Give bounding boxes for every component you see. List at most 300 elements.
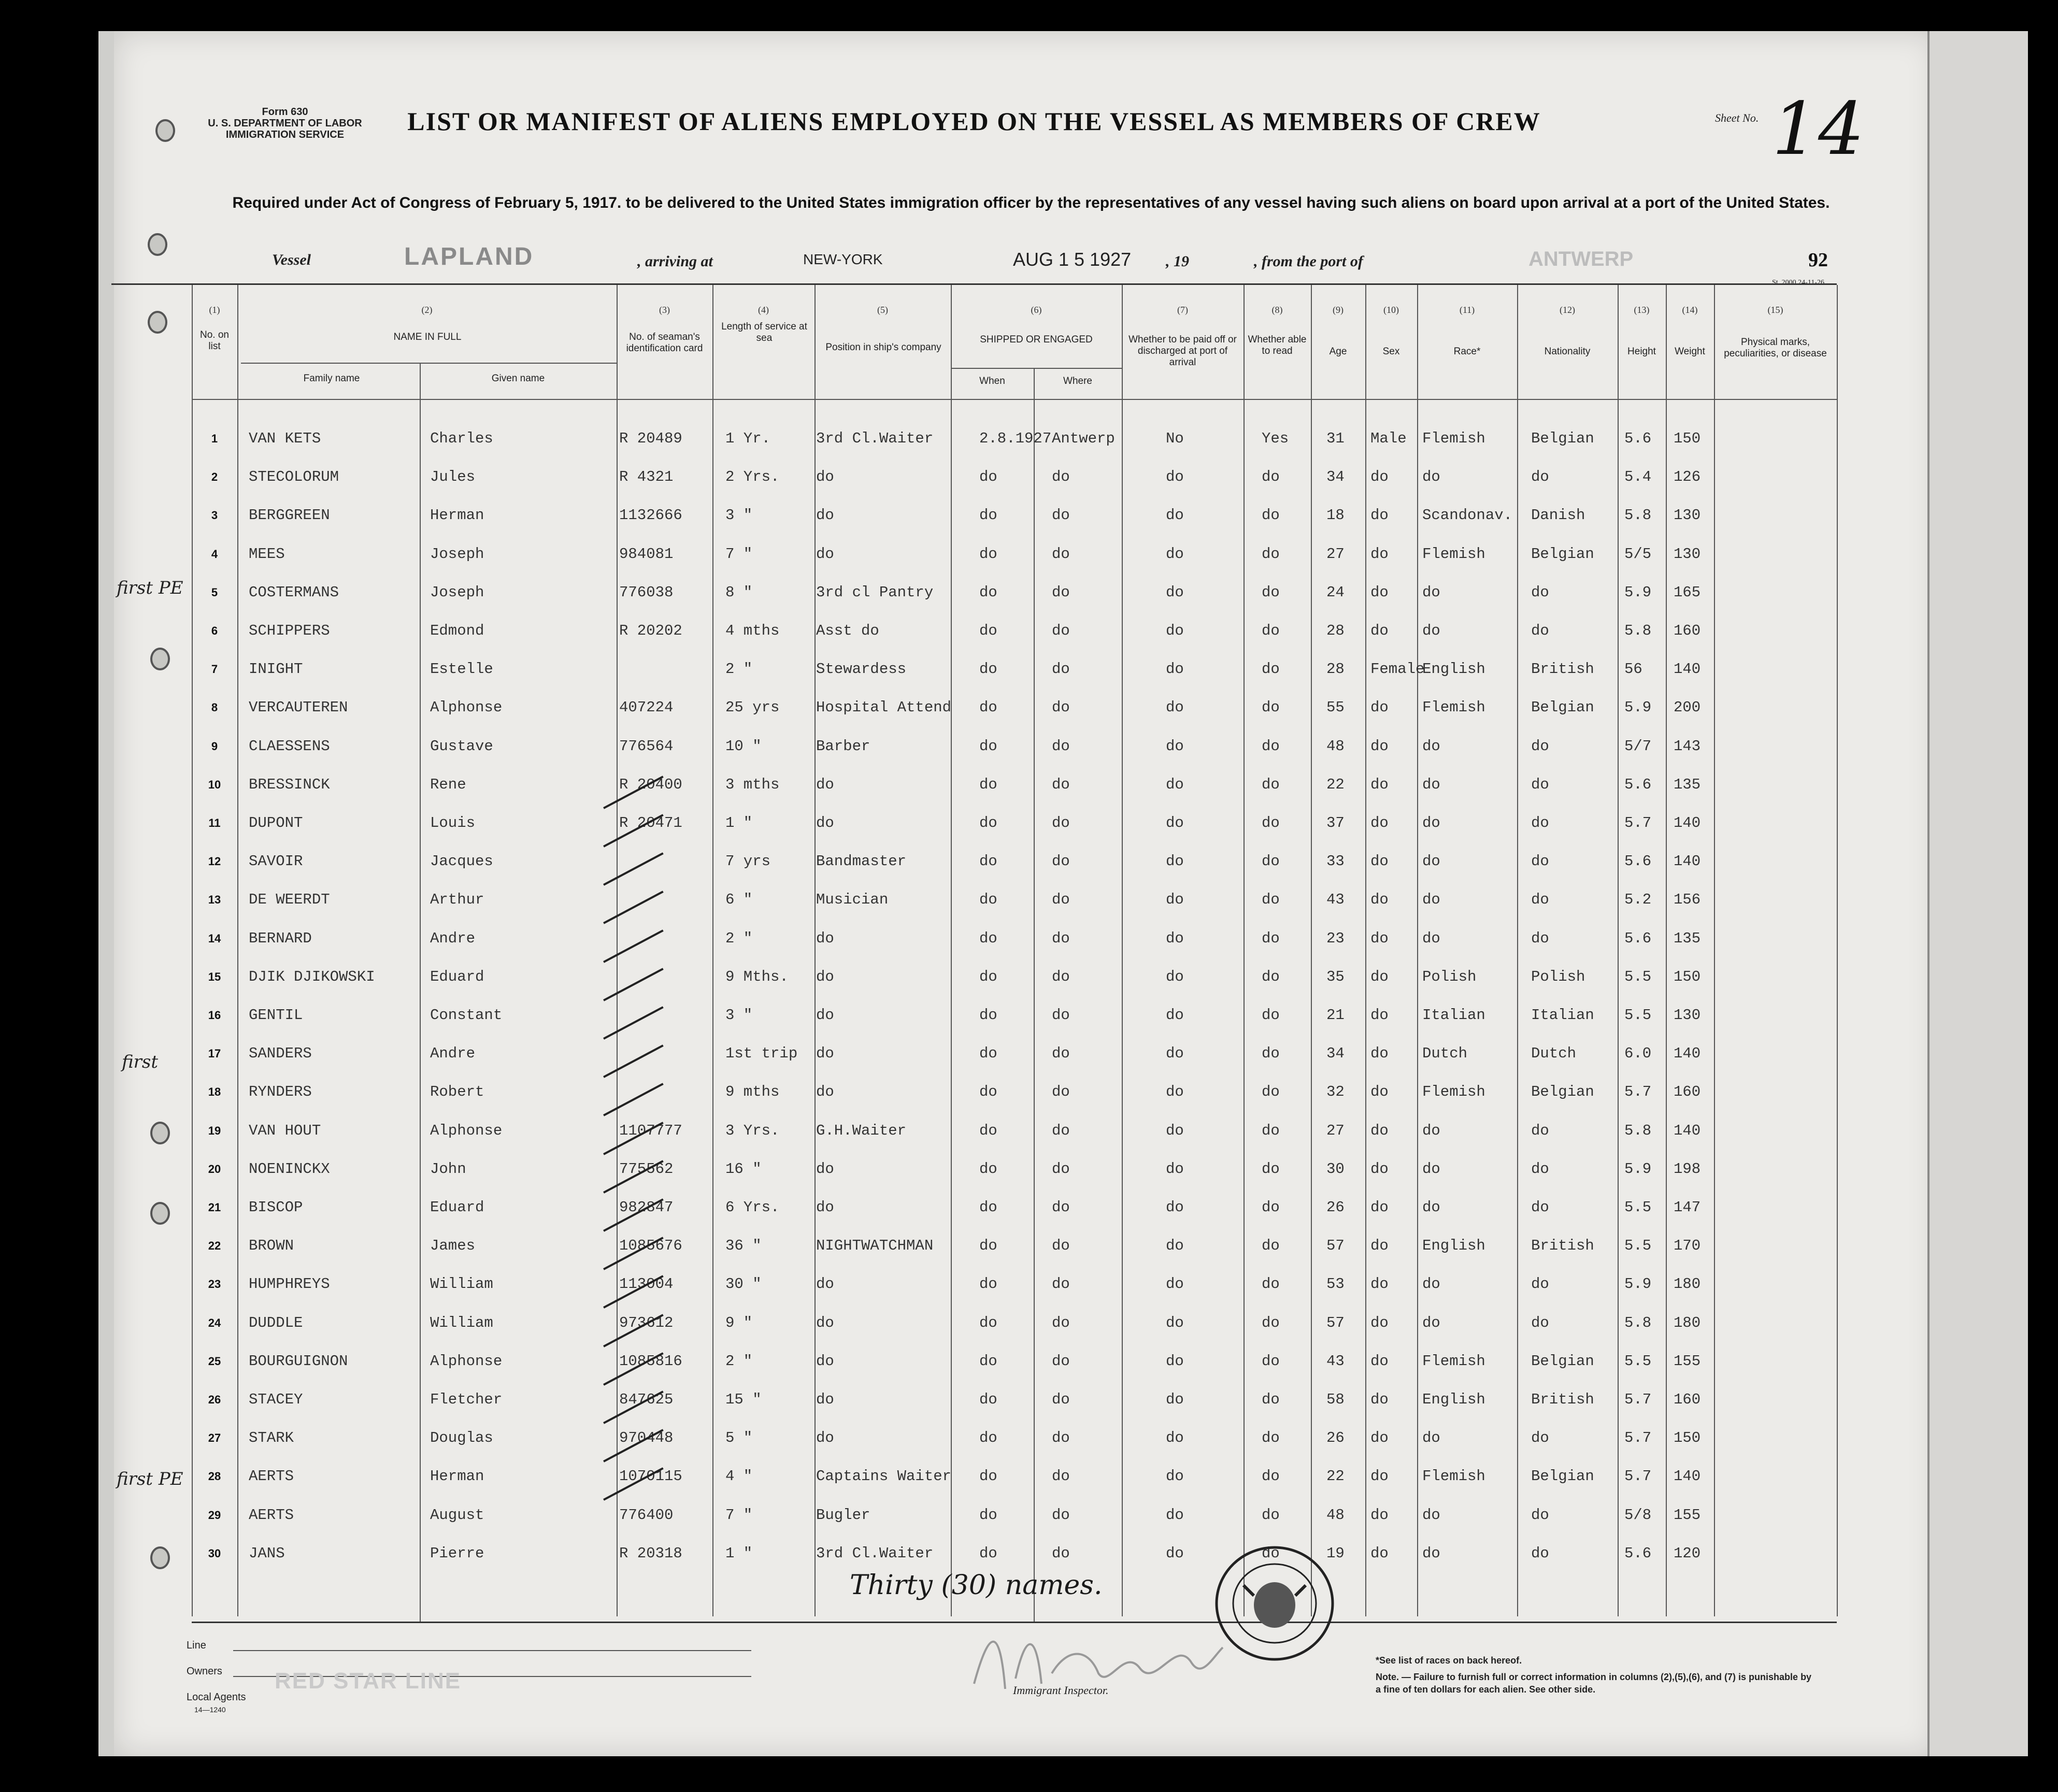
card-number-cell: 1085676 [619,1237,682,1255]
service-length-cell: 10 " [725,737,762,755]
service-length-cell: 15 " [725,1391,762,1408]
col-head-position: Position in ship's company [825,342,941,353]
service-length-cell: 9 Mths. [725,968,789,985]
paid-off-cell: do [1166,929,1184,947]
paid-off-cell: do [1166,1237,1184,1255]
col-head-read: Whether able to read [1248,334,1307,356]
col-head-card: No. of seaman's identification card [626,332,703,354]
nationality-cell: Belgian [1531,545,1594,563]
height-cell: 5/8 [1624,1506,1652,1524]
given-name-cell: Constant [430,1007,503,1024]
consular-seal [1212,1544,1337,1663]
service-length-cell: 4 mths [725,622,780,639]
race-cell: Flemish [1422,699,1485,716]
position-cell: NIGHTWATCHMAN [816,1237,934,1255]
race-cell: do [1422,1314,1440,1331]
row-number: 23 [208,1278,221,1291]
row-number: 5 [211,585,218,599]
position-cell: do [816,814,834,832]
arriving-label: , arriving at [637,253,713,270]
position-cell: do [816,507,834,524]
shipped-when-cell: do [979,699,997,716]
able-to-read-cell: do [1262,1237,1280,1255]
row-number: 22 [208,1239,221,1253]
position-cell: Captains Waiter [816,1468,952,1485]
paid-off-cell: do [1166,1160,1184,1178]
race-cell: do [1422,1199,1440,1216]
col-head-no: No. on list [200,329,229,352]
given-name-cell: Alphonse [430,1122,503,1139]
nationality-cell: do [1531,1199,1549,1216]
row-number: 24 [208,1316,221,1329]
shipped-where-cell: do [1052,1544,1070,1562]
card-number-cell: R 4321 [619,468,674,486]
shipped-where-cell: do [1052,853,1070,870]
col-num: (8) [1271,305,1283,315]
race-cell: do [1422,468,1440,486]
height-cell: 5/7 [1624,737,1652,755]
paid-off-cell: do [1166,1544,1184,1562]
shipped-when-cell: 2.8.1927 [979,430,1052,447]
sex-cell: do [1370,507,1389,524]
family-name-cell: RYNDERS [249,1083,312,1101]
position-cell: do [816,1352,834,1370]
sex-cell: do [1370,1275,1389,1293]
family-name-cell: CLAESSENS [249,737,330,755]
height-cell: 5.9 [1624,699,1652,716]
col-num: (7) [1177,305,1188,315]
row-number: 9 [211,739,218,753]
shipped-when-cell: do [979,929,997,947]
shipped-when-cell: do [979,1160,997,1178]
card-number-cell: 1085816 [619,1352,682,1370]
paid-off-cell: do [1166,622,1184,639]
punch-hole [155,119,175,142]
weight-cell: 155 [1674,1352,1701,1370]
position-cell: Asst do [816,622,879,639]
page-code: 92 [1808,249,1828,271]
family-name-cell: BISCOP [249,1199,303,1216]
sex-cell: Male [1370,430,1407,447]
race-cell: Polish [1422,968,1477,985]
able-to-read-cell: do [1262,891,1280,909]
race-cell: do [1422,737,1440,755]
nationality-cell: British [1531,1391,1594,1408]
weight-cell: 156 [1674,891,1701,909]
red-star-stamp: RED STAR LINE [275,1668,462,1694]
family-name-cell: STARK [249,1429,294,1447]
sex-cell: do [1370,891,1389,909]
col-head-where: Where [1063,376,1092,386]
margin-note: first PE [117,578,183,598]
height-cell: 5.7 [1624,1083,1652,1101]
position-cell: do [816,1007,834,1024]
card-number-cell: 970448 [619,1429,674,1447]
age-cell: 24 [1326,583,1345,601]
sheet-label: Sheet No. [1715,111,1759,124]
row-number: 4 [211,547,218,561]
col-head-given: Given name [491,373,545,384]
card-number-cell: 113004 [619,1275,674,1293]
height-cell: 5.5 [1624,968,1652,985]
row-number: 26 [208,1393,221,1406]
weight-cell: 140 [1674,661,1701,678]
paid-off-cell: do [1166,1506,1184,1524]
race-cell: do [1422,776,1440,793]
col-head-height: Height [1627,346,1656,357]
row-number: 29 [208,1508,221,1522]
col-rule [1666,285,1667,1616]
sex-cell: do [1370,929,1389,947]
able-to-read-cell: do [1262,1275,1280,1293]
card-number-cell: R 20471 [619,814,682,832]
card-number-cell: 1132666 [619,507,682,524]
position-cell: Stewardess [816,661,907,678]
card-number-cell: R 20400 [619,776,682,793]
family-name-cell: NOENINCKX [249,1160,330,1178]
age-cell: 19 [1326,1544,1345,1562]
age-cell: 27 [1326,545,1345,563]
age-cell: 22 [1326,1468,1345,1485]
nationality-cell: do [1531,1122,1549,1139]
given-name-cell: Pierre [430,1544,484,1562]
age-cell: 57 [1326,1314,1345,1331]
shipped-where-cell: do [1052,1352,1070,1370]
able-to-read-cell: do [1262,1007,1280,1024]
service-length-cell: 1 " [725,814,753,832]
punch-hole [148,233,167,256]
given-name-cell: Gustave [430,737,493,755]
shipped-where-cell: do [1052,661,1070,678]
row-number: 7 [211,663,218,676]
age-cell: 28 [1326,661,1345,678]
able-to-read-cell: do [1262,699,1280,716]
family-name-cell: BOURGUIGNON [249,1352,348,1370]
given-name-cell: Alphonse [430,1352,503,1370]
able-to-read-cell: do [1262,814,1280,832]
punch-hole [150,1546,170,1569]
height-cell: 5.7 [1624,1429,1652,1447]
given-name-cell: Edmond [430,622,484,639]
card-number-cell: 775562 [619,1160,674,1178]
shipped-when-cell: do [979,1544,997,1562]
sex-cell: do [1370,1007,1389,1024]
paid-off-cell: do [1166,661,1184,678]
race-cell: do [1422,1275,1440,1293]
family-name-cell: DUDDLE [249,1314,303,1331]
shipped-where-cell: do [1052,1007,1070,1024]
weight-cell: 150 [1674,1429,1701,1447]
shipped-where-cell: do [1052,1314,1070,1331]
col-rule [1122,285,1123,1616]
printer-code: St. 2000 24-11-26. [1772,279,1826,286]
paid-off-cell: do [1166,1468,1184,1485]
nationality-cell: do [1531,468,1549,486]
card-number-cell: 982847 [619,1199,674,1216]
able-to-read-cell: do [1262,583,1280,601]
service-length-cell: 6 " [725,891,753,909]
weight-cell: 135 [1674,929,1701,947]
weight-cell: 140 [1674,814,1701,832]
service-length-cell: 5 " [725,1429,753,1447]
seal-graphic [1212,1544,1337,1663]
able-to-read-cell: do [1262,1391,1280,1408]
family-name-cell: DE WEERDT [249,891,330,909]
shipped-where-cell: do [1052,776,1070,793]
service-length-cell: 2 " [725,1352,753,1370]
race-cell: do [1422,1506,1440,1524]
able-to-read-cell: do [1262,1506,1280,1524]
nationality-cell: do [1531,853,1549,870]
height-cell: 5.5 [1624,1007,1652,1024]
race-cell: do [1422,1122,1440,1139]
sex-cell: do [1370,1352,1389,1370]
weight-cell: 170 [1674,1237,1701,1255]
able-to-read-cell: do [1262,853,1280,870]
given-name-cell: William [430,1275,493,1293]
service-length-cell: 8 " [725,583,753,601]
sex-cell: do [1370,1237,1389,1255]
height-cell: 5.7 [1624,1468,1652,1485]
card-number-cell: 776564 [619,737,674,755]
card-number-cell: 776038 [619,583,674,601]
sex-cell: do [1370,1083,1389,1101]
race-cell: Flemish [1422,1352,1485,1370]
height-cell: 6.0 [1624,1045,1652,1063]
height-cell: 5.4 [1624,468,1652,486]
shipped-when-cell: do [979,1083,997,1101]
paid-off-cell: do [1166,507,1184,524]
shipped-where-cell: do [1052,929,1070,947]
col-num: (9) [1333,305,1344,315]
shipped-where-cell: do [1052,545,1070,563]
position-cell: do [816,545,834,563]
family-name-cell: VERCAUTEREN [249,699,348,716]
able-to-read-cell: do [1262,545,1280,563]
shipped-when-cell: do [979,661,997,678]
height-cell: 5.6 [1624,430,1652,447]
family-name-cell: BERNARD [249,929,312,947]
paid-off-cell: do [1166,737,1184,755]
weight-cell: 165 [1674,583,1701,601]
paid-off-cell: do [1166,545,1184,563]
line-label: Line [187,1640,206,1651]
position-cell: do [816,1160,834,1178]
service-length-cell: 9 mths [725,1083,780,1101]
nationality-cell: do [1531,1275,1549,1293]
given-name-cell: Charles [430,430,493,447]
given-name-cell: Douglas [430,1429,493,1447]
age-cell: 35 [1326,968,1345,985]
race-cell: do [1422,814,1440,832]
nationality-cell: do [1531,1314,1549,1331]
race-cell: Flemish [1422,1083,1485,1101]
age-cell: 28 [1326,622,1345,639]
given-name-cell: James [430,1237,476,1255]
nationality-cell: Dutch [1531,1045,1577,1063]
service-length-cell: 6 Yrs. [725,1199,780,1216]
row-number: 19 [208,1124,221,1137]
sex-cell: do [1370,968,1389,985]
weight-cell: 130 [1674,1007,1701,1024]
family-name-cell: AERTS [249,1506,294,1524]
sex-cell: do [1370,1429,1389,1447]
sex-cell: do [1370,545,1389,563]
position-cell: do [816,1391,834,1408]
shipped-when-cell: do [979,1275,997,1293]
owners-label: Owners [187,1666,222,1677]
family-name-cell: MEES [249,545,285,563]
height-cell: 5.9 [1624,583,1652,601]
nationality-cell: do [1531,1160,1549,1178]
col-num: (12) [1560,305,1575,315]
given-name-cell: Robert [430,1083,484,1101]
given-name-cell: Andre [430,929,476,947]
family-name-cell: VAN HOUT [249,1122,321,1139]
nationality-cell: Belgian [1531,430,1594,447]
weight-cell: 140 [1674,1122,1701,1139]
sex-cell: do [1370,1506,1389,1524]
service-length-cell: 2 Yrs. [725,468,780,486]
shipped-where-cell: do [1052,1122,1070,1139]
col-head-marks: Physical marks, peculiarities, or disease [1724,337,1827,359]
family-name-cell: JANS [249,1544,285,1562]
height-cell: 5.5 [1624,1352,1652,1370]
given-name-cell: August [430,1506,484,1524]
col-rule [1034,368,1035,1622]
position-cell: do [816,1314,834,1331]
position-cell: Barber [816,737,870,755]
weight-cell: 160 [1674,622,1701,639]
shipped-when-cell: do [979,622,997,639]
able-to-read-cell: do [1262,1352,1280,1370]
service-length-cell: 2 " [725,929,753,947]
able-to-read-cell: do [1262,661,1280,678]
shipped-when-cell: do [979,968,997,985]
position-cell: do [816,1275,834,1293]
paid-off-cell: do [1166,1122,1184,1139]
weight-cell: 200 [1674,699,1701,716]
margin-note: first [122,1052,159,1072]
sex-cell: do [1370,468,1389,486]
form-number: Form 630 [262,106,308,118]
given-name-cell: Louis [430,814,476,832]
given-name-cell: Eduard [430,968,484,985]
shipped-subheader-rule [951,368,1122,369]
able-to-read-cell: Yes [1262,430,1289,447]
col-num: (11) [1459,305,1475,315]
sex-cell: do [1370,737,1389,755]
position-cell: do [816,929,834,947]
able-to-read-cell: do [1262,1045,1280,1063]
col-head-service: Length of service at sea [721,321,807,343]
col-num: (2) [421,305,433,315]
col-head-paid: Whether to be paid off or discharged at port of arrival [1128,334,1237,368]
family-name-cell: INIGHT [249,661,303,678]
col-num: (14) [1682,305,1698,315]
sex-cell: do [1370,1391,1389,1408]
nationality-cell: do [1531,929,1549,947]
race-cell: English [1422,1237,1485,1255]
race-cell: do [1422,929,1440,947]
position-cell: do [816,1199,834,1216]
row-number: 6 [211,624,218,637]
col-rule [420,363,421,1622]
col-rule [951,285,952,1616]
age-cell: 22 [1326,776,1345,793]
col-num: (1) [209,305,220,315]
height-cell: 5.7 [1624,1391,1652,1408]
given-name-cell: Jules [430,468,476,486]
card-number-cell: 1070115 [619,1468,682,1485]
row-number: 28 [208,1470,221,1483]
position-cell: do [816,968,834,985]
given-name-cell: Arthur [430,891,484,909]
col-num: (4) [758,305,769,315]
sex-cell: do [1370,814,1389,832]
shipped-when-cell: do [979,1391,997,1408]
weight-cell: 130 [1674,507,1701,524]
shipped-where-cell: do [1052,1045,1070,1063]
sex-cell: do [1370,699,1389,716]
age-cell: 55 [1326,699,1345,716]
position-cell: Musician [816,891,889,909]
vessel-name: LAPLAND [404,243,534,270]
height-cell: 5.5 [1624,1237,1652,1255]
punch-hole [150,648,170,670]
race-cell: Flemish [1422,1468,1485,1485]
nationality-cell: do [1531,583,1549,601]
department-name: U. S. DEPARTMENT OF LABOR [208,118,362,129]
agents-label: Local Agents [187,1691,246,1703]
paid-off-cell: do [1166,699,1184,716]
age-cell: 34 [1326,1045,1345,1063]
service-length-cell: 3 " [725,507,753,524]
service-length-cell: 1 " [725,1544,753,1562]
sex-cell: do [1370,583,1389,601]
family-name-cell: BRESSINCK [249,776,330,793]
col-head-shipped: SHIPPED OR ENGAGED [980,334,1093,345]
row-number: 17 [208,1047,221,1060]
row-number: 12 [208,855,221,868]
row-number: 2 [211,470,218,484]
row-number: 14 [208,931,221,945]
family-name-cell: BROWN [249,1237,294,1255]
family-name-cell: VAN KETS [249,430,321,447]
shipped-when-cell: do [979,1199,997,1216]
shipped-when-cell: do [979,776,997,793]
row-number: 21 [208,1201,221,1214]
given-name-cell: Joseph [430,545,484,563]
legal-requirement: Required under Act of Congress of February 5, 1917. to be delivered to the United States immigration officer by the representatives of any vessel having such aliens on board upon arrival at a port of the United States. [232,194,1830,211]
weight-cell: 198 [1674,1160,1701,1178]
position-cell: do [816,776,834,793]
row-number: 27 [208,1431,221,1445]
punch-hole [148,311,167,334]
service-length-cell: 16 " [725,1160,762,1178]
shipped-where-cell: do [1052,468,1070,486]
paid-off-cell: do [1166,1083,1184,1101]
age-cell: 43 [1326,1352,1345,1370]
height-cell: 5.9 [1624,1160,1652,1178]
given-name-cell: William [430,1314,493,1331]
shipped-where-cell: do [1052,891,1070,909]
given-name-cell: Eduard [430,1199,484,1216]
nationality-cell: Belgian [1531,1083,1594,1101]
weight-cell: 180 [1674,1275,1701,1293]
service-length-cell: 9 " [725,1314,753,1331]
paid-off-cell: do [1166,853,1184,870]
